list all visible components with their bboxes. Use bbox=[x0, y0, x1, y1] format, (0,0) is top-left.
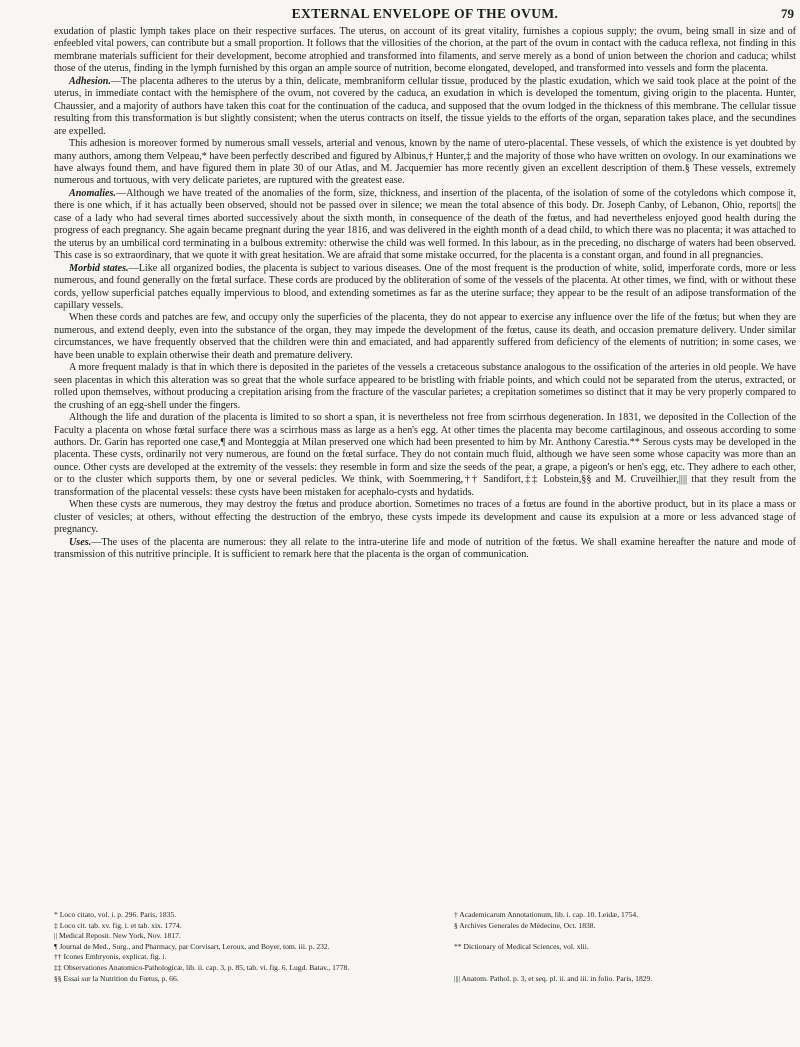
footnote: ‡ Loco cit. tab. xv. fig. i. et tab. xix. 1774. bbox=[54, 920, 182, 930]
paragraph-text: —Like all organized bodies, the placenta is subject to various diseases. One of the most frequent is the production of white, solid, imperforate cords, more or less numerous, and found generally on the fœtal surface. These cords are produced by the obliteration of some of the vessels of the placenta. At other times, we find, with or without these cords, yellow superficial patches equally impervious to blood, and extending sometimes as far as the uterine surface; they appear to be the result of an adipose transformation of the capillary vessels. bbox=[54, 262, 796, 311]
section-lead-adhesion: Adhesion. bbox=[69, 75, 111, 87]
paragraph-text: A more frequent malady is that in which there is deposited in the parietes of the vessels a cretaceous substance analogous to the ossification of the arteries in old people. We have seen placentas in which this alteration was so great that the whole surface appeared to be bristling with friable points, and which could not be separated from the uterus, extracted, or rolled upon themselves, without producing a crepitation arising from the fracture of the vascular parietes; a crepitation sometimes so distinct that it may be very properly compared to the crushing of an egg-shell under the fingers. bbox=[54, 362, 796, 411]
paragraph-morbid-states bbox=[54, 263, 796, 313]
paragraph-text: When these cords and patches are few, and occupy only the superficies of the placenta, they do not appear to exercise any influence over the life of the fœtus; but when they are numerous, and extend deeply, even into the substance of the organ, they may impede the development of the fœtus, cause its death, and occasion premature delivery. Under similar circumstances, we have frequently observed that the children were thin and emaciated, and had apparently suffered from deficiency of the elements of nutrition; in some cases, we have been unable to explain otherwise their death and premature delivery. bbox=[54, 312, 796, 361]
footnotes bbox=[54, 910, 796, 984]
footnote: ‡‡ Observationes Anatomico-Pathologicæ, lib. ii. cap. 3, p. 85, tab. vi. fig. 6. Lugd. Batav., 1778. bbox=[54, 962, 350, 972]
footnote: § Archives Generales de Médecine, Oct. 1838. bbox=[454, 920, 596, 930]
section-lead-anomalies: Anomalies. bbox=[69, 187, 116, 199]
running-title: EXTERNAL ENVELOPE OF THE OVUM. bbox=[291, 6, 559, 21]
paragraph-6 bbox=[54, 312, 796, 362]
paragraph-text: —Although we have treated of the anomalies of the form, size, thickness, and insertion of the placenta, of the isolation of some of the cotyledons which compose it, there is one which, if it has actually been observed, should not be passed over in silence; we mean the total absence of this body. Dr. Joseph Canby, of Lebanon, Ohio, reports|| the case of a lady who had several times aborted successively about the sixth month, in consequence of the death of the fœtus, and had nevertheless enjoyed good health during the progress of each pregnancy. She again became pregnant during the year 1816, and was delivered in the eighth month of a dead child, to which there was no placenta; it was attached to the uterus by an umbilical cord terminating in a bulbous extremity: otherwise the child was well formed. In this labour, as in the preceding, no discharge of waters had been observed. This case is so extraordinary, that we quote it with great hesitation. We are afraid that some mistake occurred, for the placenta is a constant organ, and found in all pregnancies. bbox=[54, 187, 796, 262]
footnote: |||| Anatom. Pathol. p. 3, et seq. pl. ii. and iii. in folio. Paris, 1829. bbox=[454, 973, 653, 983]
page-number: 79 bbox=[781, 6, 794, 21]
section-lead-morbid-states: Morbid states. bbox=[69, 262, 129, 274]
body-text bbox=[54, 26, 796, 561]
paragraph-text: —The placenta adheres to the uterus by a thin, delicate, membraniform cellular tissue, produced by the plastic exudation, which we said took place at the point of the uterus, in immediate contact with the hemisphere of the ovum, not covered by the caduca, an exudation in which is developed the tomentum, giving origin to the placenta. Hunter, Chaussier, and a majority of authors have taken this coat for the continuation of the caduca, and supposed that the ovum lodged in the thickness of this membrane. The cellular tissue resulting from this transformation is but slightly consistent; when the uterus contracts on itself, the tissue yields to the efforts of the organ, separation takes place, and the secundines are expelled. bbox=[54, 75, 796, 137]
footnote: † Academicarum Annotationum, lib. i. cap. 10. Leidæ, 1754. bbox=[454, 910, 639, 919]
paragraph-adhesion bbox=[54, 76, 796, 138]
paragraph-9 bbox=[54, 499, 796, 536]
footnote bbox=[454, 963, 796, 974]
paragraph-text: —The uses of the placenta are numerous: they all relate to the intra-uterine life and mode of nutrition of the fœtus. We shall examine hereafter the nature and mode of transmission of this nutritive principle. It is sufficient to remark here that the placenta is the organ of communication. bbox=[54, 536, 796, 561]
paragraph-text: This adhesion is moreover formed by numerous small vessels, arterial and venous, known by the name of utero-placental. These vessels, of which the existence is yet doubted by many authors, among them Velpeau,* have been perfectly described and figured by Albinus,† Hunter,‡ and the majority of those who have written on ovology. In our examinations we have always found them, and have figured them in plate 30 of our Atlas, and M. Jacquemier has more recently given an excellent description of them.§ These vessels, extremely numerous and tortuous, with very delicate parietes, are ruptured with the greatest ease. bbox=[54, 138, 796, 187]
footnote: †† Icones Embryonis, explicat. fig. i. bbox=[54, 952, 167, 962]
page-header bbox=[54, 6, 796, 24]
footnote: * Loco citato, vol. i. p. 296. Paris, 1835. bbox=[54, 910, 177, 919]
paragraph-uses bbox=[54, 537, 796, 562]
paragraph-3 bbox=[54, 138, 796, 188]
paragraph-text: When these cysts are numerous, they may destroy the fœtus and produce abortion. Sometimes no traces of a fœtus are found in the abortive product, but in its place a mass or cluster of vesicles; at others, without effecting the destruction of the embryo, these cysts impede its development and cause its expulsion at a more or less advanced stage of pregnancy. bbox=[54, 499, 796, 536]
footnote bbox=[454, 931, 796, 942]
footnote bbox=[454, 952, 796, 963]
section-lead-uses: Uses. bbox=[69, 536, 92, 548]
footnote: ¶ Journal de Med., Surg., and Pharmacy, par Corvisart, Leroux, and Boyer, tom. iii. p. 232. bbox=[54, 941, 330, 951]
paragraph-8 bbox=[54, 412, 796, 499]
footnote: ** Dictionary of Medical Sciences, vol. xlii. bbox=[454, 941, 589, 951]
paragraph-text: exudation of plastic lymph takes place on their respective surfaces. The uterus, on account of its great vitality, furnishes a copious supply; the ovum, being small in size and of enfeebled vital powers, can contribute but a small proportion. It follows that the villosities of the chorion, at the part of the ovum in contact with the caduca reflexa, not finding in this membrane materials sufficient for their development, become atrophied and transformed into filaments, and serve merely as a bond of union between the chorion and caduca; whilst those of the uterus, finding in the lymph furnished by this organ an ample source of nutrition, become elongated, developed, and transformed into vessels and form the placenta. bbox=[54, 26, 796, 75]
footnote: §§ Essai sur la Nutrition du Fœtus, p. 66. bbox=[54, 973, 179, 983]
paragraph-anomalies bbox=[54, 188, 796, 263]
paragraph-text: Although the life and duration of the placenta is limited to so short a span, it is nevertheless not free from scirrhous degeneration. In 1831, we deposited in the Collection of the Faculty a placenta on whose fœtal surface there was a scirrhous mass as large as a hen's egg. At other times the placenta may become cartilaginous, and osseous according to some authors. Dr. Garin has reported one case,¶ and Monteggia at Milan preserved one which had been presented to him by Mr. Anthony Carestia.** Serous cysts may be developed in the placenta. These cysts, ordinarily not very numerous, are found on the fœtal surface. They do not contain much fluid, although we have seen some whose capacity was more than an ounce. Other cysts are developed at the extremity of the vessels: they resemble in form and size the seeds of the pear, a grape, a pigeon's or hen's egg, etc. They adhere to each other, or to the cluster which supports them, by one or several pedicles. We think, with Soemmering,†† Sandifort,‡‡ Lobstein,§§ and M. Cruveilhier,|||| that they result from the transformation of the placental vessels: these cysts have been mistaken for acephalo-cysts and hydatids. bbox=[54, 412, 796, 498]
paragraph-7 bbox=[54, 362, 796, 412]
footnote: || Medical Reposit. New York, Nov. 1817. bbox=[54, 931, 181, 941]
paragraph-1 bbox=[54, 26, 796, 76]
